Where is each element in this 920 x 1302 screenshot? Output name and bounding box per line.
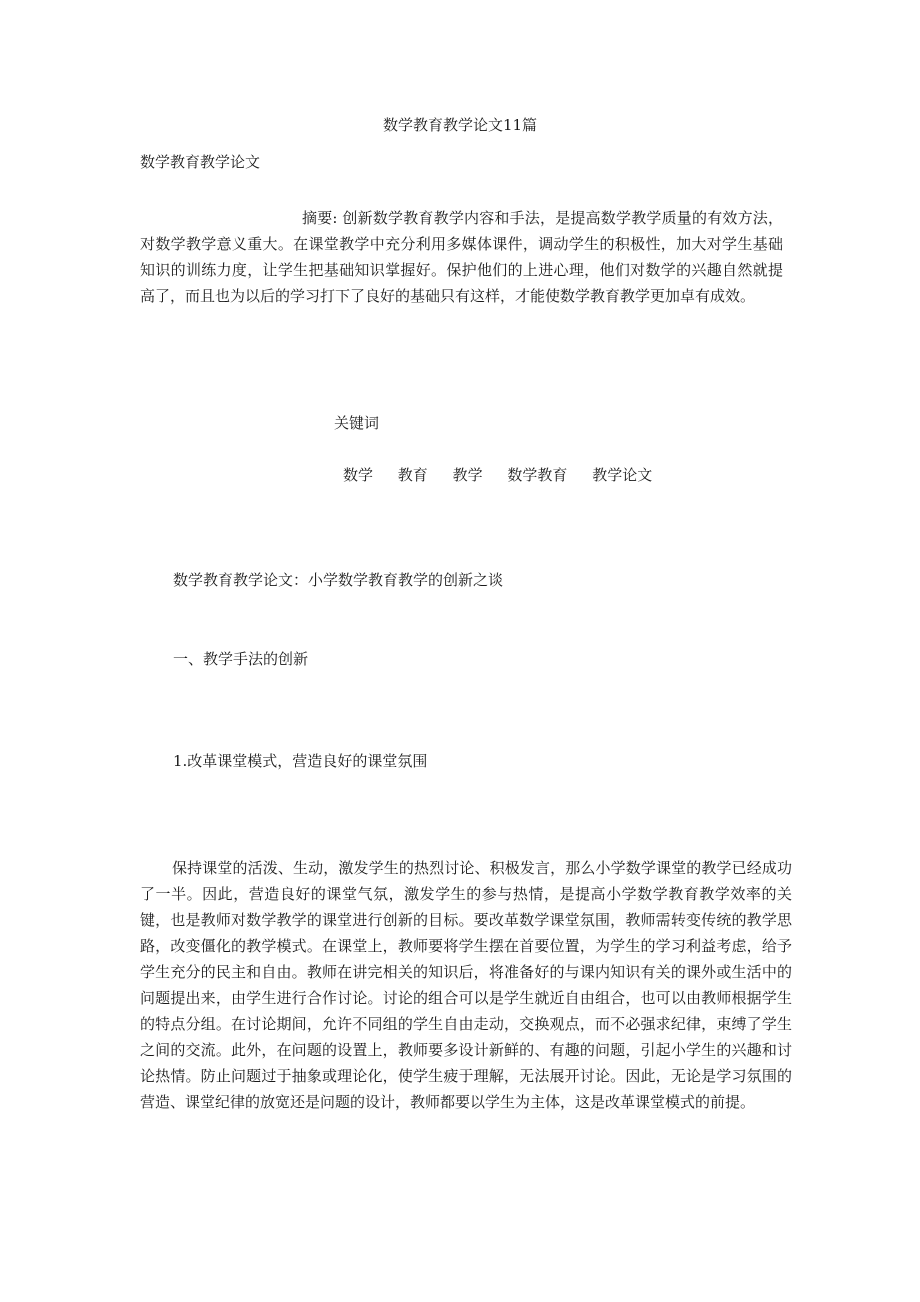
keyword-item: 教育: [397, 466, 428, 484]
abstract-paragraph: 摘要: 创新数学教育教学内容和手法，是提高数学教学质量的有效方法，对数学教学意义重大。在课堂教学中充分利用多媒体课件，调动学生的积极性，加大对学生基础知识的训练力度，让学生把基础知识掌握好。保护他们的上进心理，他们对数学的兴趣自然就提高了，而且也为以后的学习打下了良好的基础只有这样，才能使数学教育教学更加卓有成效。: [140, 209, 783, 305]
section-title: 数学教育教学论文：小学数学教育教学的创新之谈: [173, 571, 504, 589]
keyword-item: 教学论文: [592, 466, 653, 484]
keywords-list: [343, 464, 672, 486]
document-subtitle: 数学教育教学论文: [140, 153, 261, 171]
keyword-item: 数学: [343, 466, 374, 484]
document-title: 数学教育教学论文11篇: [382, 116, 538, 134]
heading-level-1: 一、教学手法的创新: [173, 650, 309, 668]
body-paragraph: 保持课堂的活泼、生动，激发学生的热烈讨论、积极发言，那么小学数学课堂的教学已经成功了一半。因此，营造良好的课堂气氛，激发学生的参与热情，是提高小学数学教育教学效率的关键，也是教师对数学教学的课堂进行创新的目标。要改革数学课堂氛围，教师需转变传统的教学思路，改变僵化的教学模式。在课堂上，教师要将学生摆在首要位置，为学生的学习利益考虑，给予学生充分的民主和自由。教师在讲完相关的知识后，将准备好的与课内知识有关的课外或生活中的问题提出来，由学生进行合作讨论。讨论的组合可以是学生就近自由组合，也可以由教师根据学生的特点分组。在讨论期间，允许不同组的学生自由走动，交换观点，而不必强求纪律，束缚了学生之间的交流。此外，在问题的设置上，教师要多设计新鲜的、有趣的问题，引起小学生的兴趣和讨论热情。防止问题过于抽象或理论化，使学生疲于理解，无法展开讨论。因此，无论是学习氛围的营造、课堂纪律的放宽还是问题的设计，教师都要以学生为主体，这是改革课堂模式的前提。: [140, 859, 792, 1111]
keyword-item: 教学: [452, 466, 483, 484]
heading-level-2: 1.改革课堂模式，营造良好的课堂氛围: [173, 752, 428, 770]
keyword-item: 数学教育: [507, 466, 568, 484]
keywords-label: 关键词: [334, 414, 380, 432]
